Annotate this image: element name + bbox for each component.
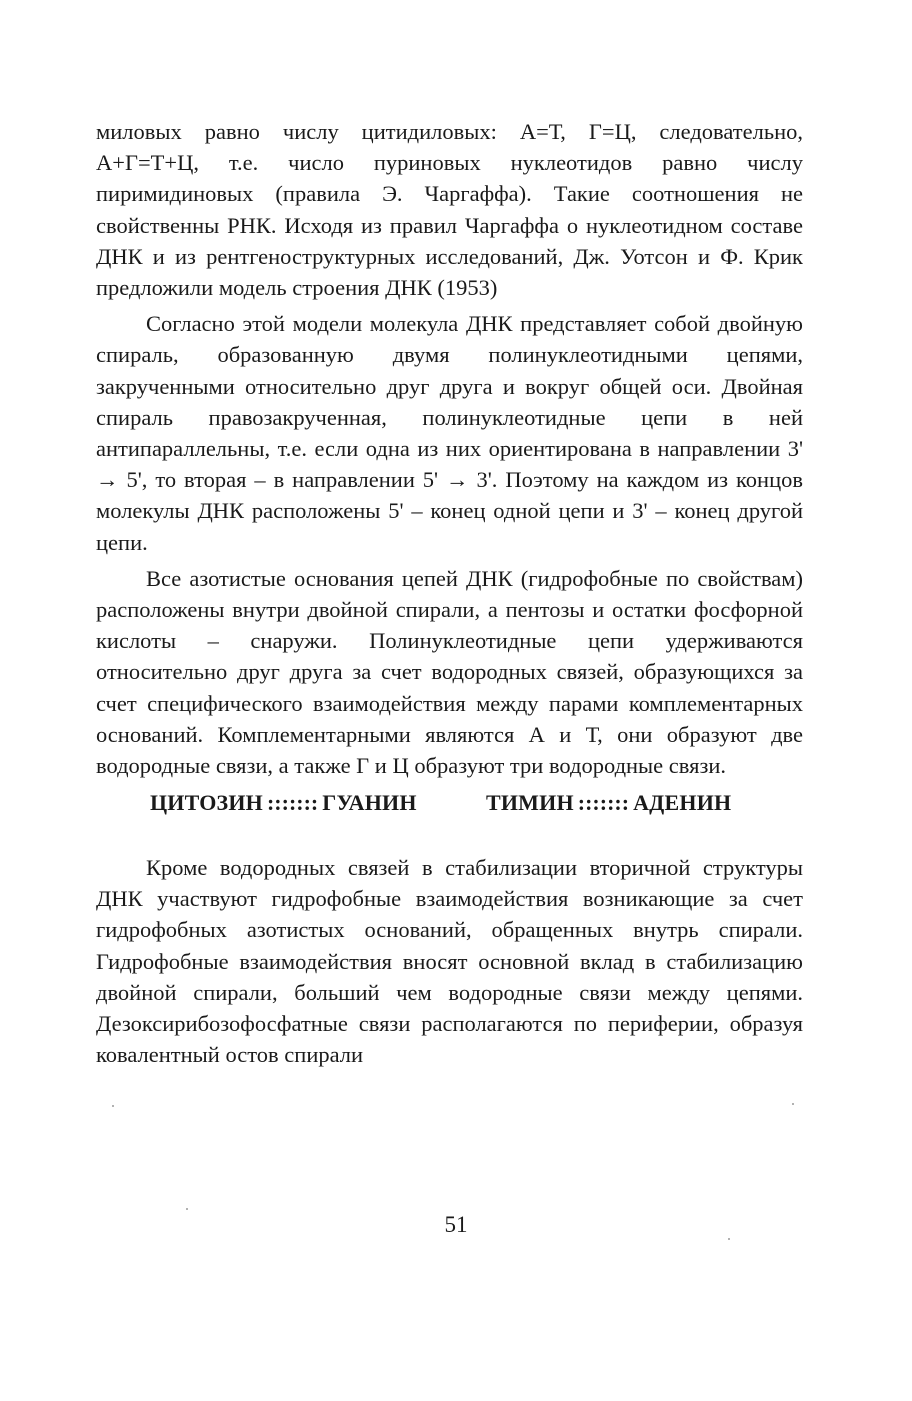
scan-speck	[792, 1103, 794, 1105]
scan-speck	[112, 1105, 114, 1107]
base-thymine: ТИМИН	[486, 790, 574, 815]
bottom-text-block	[96, 852, 803, 1075]
hydrogen-bond-triple: :::::::	[266, 790, 319, 815]
paragraph-double-helix-model: Согласно этой модели молекула ДНК представляет собой двойную спираль, образованную двумя полинуклеотидными цепями, закрученными относительно друг друга и вокруг общей оси. Двойная спираль правозакрученная, полинуклеотидные цепи в ней антипараллельны, т.е. если одна из них ориентирована в направлении 3' → 5', то вторая – в направлении 5' → 3'. Поэтому на каждом из концов молекулы ДНК расположены 5' – конец одной цепи и 3' – конец другой цепи.	[96, 311, 803, 555]
paragraph-chargaff-rules: миловых равно числу цитидиловых: А=Т, Г=Ц, следовательно, А+Г=Т+Ц, т.е. число пуриновых нуклеотидов равно числу пиримидиновых (правила Э. Чаргаффа). Такие соотношения не свойственны РНК. Исходя из правил Чаргаффа о нуклеотидном составе ДНК и из рентгеноструктурных исследований, Дж. Уотсон и Ф. Крик предложили модель строения ДНК (1953)	[96, 119, 803, 301]
hydrogen-bond-double: :::::::	[577, 790, 630, 815]
page-number: 51	[444, 1212, 468, 1237]
base-guanine: ГУАНИН	[322, 790, 417, 815]
scan-speck	[186, 1208, 188, 1210]
base-adenine: АДЕНИН	[633, 790, 732, 815]
paragraph-nitrogenous-bases: Все азотистые основания цепей ДНК (гидрофобные по свойствам) расположены внутри двойной спирали, а пентозы и остатки фосфорной кислоты – снаружи. Полинуклеотидные цепи удерживаются относительно друг друга за счет водородных связей, образующихся за счет специфического взаимодействия между парами комплементарных оснований. Комплементарными являются А и Т, они образуют две водородные связи, а также Г и Ц образуют три водородные связи.	[96, 565, 803, 779]
base-cytosine: ЦИТОЗИН	[150, 790, 263, 815]
paragraph-hydrophobic-interactions: Кроме водородных связей в стабилизации вторичной структуры ДНК участвуют гидрофобные взаимодействия возникающие за счет гидрофобных азотистых оснований, обращенных внутрь спирали. Гидрофобные взаимодействия вносят основной вклад в стабилизацию двойной спирали, больший чем водородные связи между цепями. Дезоксирибозофосфатные связи располагаются по периферии, образуя ковалентный остов спирали	[96, 855, 803, 1068]
base-pair-thymine-adenine	[486, 790, 731, 816]
scan-speck	[728, 1238, 730, 1240]
base-pairs-line	[150, 790, 770, 822]
base-pair-cytosine-guanine	[150, 790, 417, 816]
top-text-block	[96, 116, 803, 786]
